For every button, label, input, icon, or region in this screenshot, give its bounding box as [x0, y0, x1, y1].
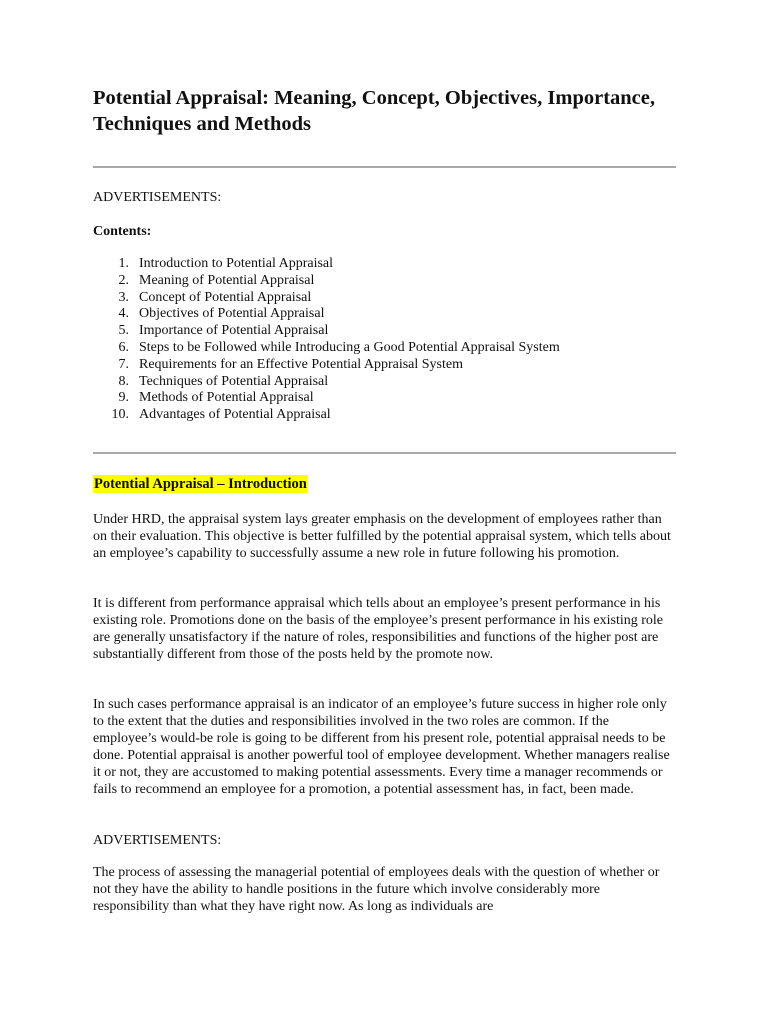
- toc-item[interactable]: [93, 390, 560, 407]
- toc-number: 1.: [118, 256, 129, 271]
- toc-number: 8.: [118, 373, 129, 389]
- document-title: Potential Appraisal: Meaning, Concept, Objectives, Importance, Techniques and Methods: [93, 87, 655, 135]
- toc-link[interactable]: Importance of Potential Appraisal: [139, 323, 329, 339]
- toc-number: 10.: [111, 407, 129, 423]
- advertisement-label: ADVERTISEMENTS:: [93, 190, 222, 205]
- toc-number: 9.: [118, 390, 129, 406]
- section-heading-introduction: Potential Appraisal – Introduction: [94, 476, 307, 492]
- title-divider: [93, 166, 676, 168]
- paragraph-1: Under HRD, the appraisal system lays greater emphasis on the development of employees rather than on their evaluation. This objective is better fulfilled by the potential appraisal system, which tells about an employee’s capability to successfully assume a new role in future following his promotion.: [93, 512, 671, 561]
- toc-item[interactable]: [93, 374, 560, 391]
- toc-item[interactable]: [93, 323, 560, 340]
- toc-link[interactable]: Requirements for an Effective Potential Appraisal System: [139, 356, 463, 372]
- toc-item[interactable]: [93, 407, 560, 424]
- toc-link[interactable]: Steps to be Followed while Introducing a Good Potential Appraisal System: [139, 339, 560, 355]
- toc-item[interactable]: [93, 256, 560, 273]
- toc-number: 4.: [118, 306, 129, 322]
- toc-item[interactable]: [93, 290, 560, 307]
- toc-link[interactable]: Objectives of Potential Appraisal: [139, 306, 325, 322]
- toc-number: 2.: [118, 272, 129, 288]
- toc-link[interactable]: Introduction to Potential Appraisal: [139, 256, 334, 271]
- advertisement-label: ADVERTISEMENTS:: [93, 833, 222, 848]
- toc-item[interactable]: [93, 306, 560, 323]
- toc-item[interactable]: [93, 357, 560, 374]
- paragraph-2: It is different from performance appraisal which tells about an employee’s present performance in his existing role. Promotions done on the basis of the employee’s present performance in his existing role are generally unsatisfactory if the nature of roles, responsibilities and functions of the higher post are substantially different from those of the posts held by the promote now.: [93, 596, 663, 662]
- paragraph-4: The process of assessing the managerial potential of employees deals with the question of whether or not they have the ability to handle positions in the future which involve considerably more responsibility than what they have right now. As long as individuals are: [93, 865, 660, 914]
- toc-number: 5.: [118, 323, 129, 339]
- contents-divider: [93, 452, 676, 454]
- toc-link[interactable]: Methods of Potential Appraisal: [139, 390, 314, 406]
- toc-link[interactable]: Techniques of Potential Appraisal: [139, 373, 329, 389]
- toc-link[interactable]: Meaning of Potential Appraisal: [139, 272, 315, 288]
- toc-link[interactable]: Advantages of Potential Appraisal: [139, 407, 331, 423]
- document-page: [93, 85, 676, 914]
- table-of-contents: [93, 256, 560, 424]
- toc-item[interactable]: [93, 273, 560, 290]
- toc-link[interactable]: Concept of Potential Appraisal: [139, 289, 312, 305]
- toc-number: 6.: [118, 339, 129, 355]
- toc-item[interactable]: [93, 340, 560, 357]
- toc-number: 3.: [118, 289, 129, 305]
- paragraph-3: In such cases performance appraisal is an indicator of an employee’s future success in higher role only to the extent that the duties and responsibilities involved in the two roles are common. If the employee’s would-be role is going to be different from his present role, potential appraisal needs to be done. Potential appraisal is another powerful tool of employee development. Whether managers realise it or not, they are accustomed to making potential assessments. Every time a manager recommends or fails to recommend an employee for a promotion, a potential assessment has, in fact, been made.: [93, 697, 670, 797]
- toc-number: 7.: [118, 356, 129, 372]
- contents-label: Contents:: [93, 224, 152, 239]
